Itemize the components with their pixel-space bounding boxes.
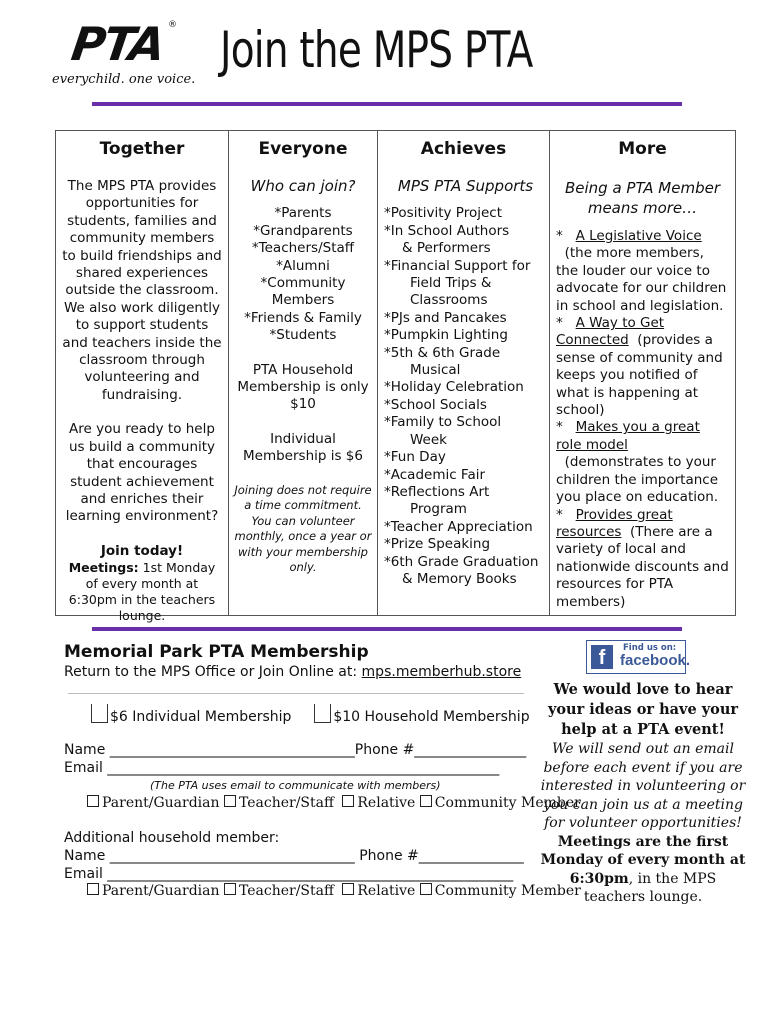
- facebook-icon: f: [591, 645, 613, 669]
- support-item: *School Socials: [384, 396, 487, 413]
- benefit-item: * A Way to Get Connected (provides a sense of community and keeps you notified of what is happening at school): [556, 315, 723, 419]
- member-item: *Grandparents: [253, 222, 353, 239]
- form-return-instructions: Return to the MPS Office or Join Online at: mps.memberhub.store: [64, 664, 522, 680]
- volunteer-sidebar: [540, 680, 746, 907]
- support-item: *Academic Fair: [384, 466, 486, 483]
- household-membership-label: $10 Household Membership: [333, 709, 530, 725]
- role-checkbox[interactable]: [87, 883, 99, 895]
- supports-heading: MPS PTA Supports: [397, 177, 534, 195]
- column-heading: Everyone: [258, 139, 348, 159]
- role-label: Community Member: [434, 883, 581, 899]
- role-label: Relative: [357, 883, 416, 899]
- role-options: [87, 795, 581, 811]
- supports-list: [384, 205, 547, 588]
- benefit-text: (demonstrates to your children the importance you place on education.: [556, 454, 719, 506]
- form-title: Memorial Park PTA Membership: [64, 642, 369, 662]
- registered-mark: ®: [168, 20, 177, 30]
- role-checkbox[interactable]: [224, 883, 236, 895]
- benefit-item: * Makes you a great role model (demonstrates to your children the importance you place on education.: [556, 419, 719, 506]
- benefit-title: A Legislative Voice: [575, 228, 702, 244]
- join-today-label: Join today!: [100, 542, 184, 559]
- page-title: Join the MPS PTA: [220, 21, 533, 79]
- support-item: *5th & 6th Grade: [384, 344, 501, 361]
- role-checkbox[interactable]: [420, 795, 432, 807]
- role-label: Teacher/Staff: [238, 883, 334, 899]
- column-achieves: [377, 131, 549, 615]
- additional-name-phone-field[interactable]: Name ___________________________________ Phone #_______________: [64, 848, 524, 864]
- member-item: *Alumni: [276, 257, 330, 274]
- name-phone-field[interactable]: Name ___________________________________Phone #________________: [64, 742, 527, 758]
- support-item: *Positivity Project: [384, 205, 502, 222]
- role-label: Parent/Guardian: [102, 883, 220, 899]
- role-checkbox[interactable]: [224, 795, 236, 807]
- member-item: *Friends & Family: [244, 309, 362, 326]
- role-checkbox[interactable]: [342, 883, 354, 895]
- member-item: *Students: [269, 327, 337, 344]
- support-item-continued: & Memory Books: [402, 570, 517, 587]
- sidebar-email-note: We will send out an email before each event if you are interested in volunteering or you can join us at a meeting for volunteer opportunities!: [540, 741, 746, 831]
- support-item: *Prize Speaking: [384, 536, 491, 553]
- support-item-continued: Musical: [410, 362, 461, 379]
- info-table: [55, 130, 736, 624]
- header-rule: [92, 102, 682, 106]
- who-can-join-heading: Who can join?: [250, 177, 356, 195]
- member-item: *Community Members: [260, 275, 346, 309]
- member-list: [233, 205, 373, 344]
- role-label: Community Member: [434, 795, 581, 811]
- additional-email-field[interactable]: Email __________________________________________________________: [64, 866, 514, 882]
- support-item-continued: & Performers: [402, 240, 491, 257]
- meetings-info: Meetings: 1st Monday of every month at 6:30pm in the teachers lounge.: [68, 560, 216, 624]
- role-checkbox[interactable]: [87, 795, 99, 807]
- form-divider: [68, 693, 524, 694]
- support-item: *6th Grade Graduation: [384, 553, 539, 570]
- pta-logo-tagline: everychild. one voice.: [52, 72, 196, 87]
- individual-membership-label: $6 Individual Membership: [110, 709, 292, 725]
- member-item: *Teachers/Staff: [251, 240, 355, 257]
- benefit-title: A Way to Get Connected: [556, 315, 665, 349]
- column-more: [549, 131, 735, 615]
- column-together: [56, 131, 228, 624]
- column-heading: Together: [99, 139, 185, 159]
- support-item: *Teacher Appreciation: [384, 518, 533, 535]
- memberhub-link[interactable]: mps.memberhub.store: [361, 664, 522, 680]
- benefit-text: (provides a sense of community and keeps you notified of what is happening at school): [556, 332, 723, 419]
- individual-price: Individual Membership is $6: [243, 430, 363, 465]
- together-question: Are you ready to help us build a community that encourages student achievement and enriches their learning environment?: [65, 421, 219, 525]
- column-heading: Achieves: [420, 139, 507, 159]
- role-label: Teacher/Staff: [238, 795, 334, 811]
- more-heading: Being a PTA Member means more…: [564, 179, 720, 217]
- additional-member-label: Additional household member:: [64, 830, 280, 846]
- sidebar-cta: We would love to hear your ideas or have your help at a PTA event!: [547, 681, 739, 738]
- commitment-note: Joining does not require a time commitment. You can volunteer monthly, once a year or with your membership only.: [234, 482, 372, 575]
- support-item: *PJs and Pancakes: [384, 309, 507, 326]
- pta-logo-mark: PTA: [68, 17, 167, 71]
- email-field[interactable]: Email ________________________________________________________: [64, 760, 500, 776]
- facebook-badge[interactable]: [586, 640, 691, 674]
- individual-membership-checkbox[interactable]: [91, 704, 108, 723]
- section-rule: [92, 627, 682, 631]
- benefit-item: * Provides great resources (There are a variety of local and nationwide discounts and resources for PTA members): [556, 506, 729, 610]
- sidebar-meetings: Meetings are the first Monday of every month at 6:30pm, in the MPS teachers lounge.: [540, 833, 746, 905]
- column-heading: More: [618, 139, 667, 159]
- support-item: *Holiday Celebration: [384, 379, 524, 396]
- role-checkbox[interactable]: [420, 883, 432, 895]
- facebook-wordmark: facebook.: [620, 652, 691, 669]
- column-everyone: [228, 131, 377, 615]
- support-item: *Fun Day: [384, 449, 446, 466]
- household-membership-checkbox[interactable]: [314, 704, 331, 723]
- benefit-title: Provides great resources: [556, 506, 673, 540]
- benefit-title: Makes you a great role model: [556, 419, 700, 453]
- pta-logo: [52, 18, 212, 94]
- email-note: (The PTA uses email to communicate with members): [150, 779, 441, 792]
- benefit-text: (the more members, the louder our voice to advocate for our children in school and legislation.: [556, 245, 727, 314]
- support-item: *Financial Support for: [384, 257, 531, 274]
- together-paragraph: The MPS PTA provides opportunities for students, families and community members to build friendships and shared experiences outside the classroom. We also work diligently to support students and teachers inside the classroom through volunteering and fundraising.: [62, 178, 222, 403]
- benefits-list: [556, 228, 729, 611]
- benefit-item: * A Legislative Voice (the more members, the louder our voice to advocate for our children in school and legislation.: [556, 228, 727, 314]
- benefit-text: (There are a variety of local and nationwide discounts and resources for PTA members): [556, 523, 729, 610]
- role-label: Parent/Guardian: [102, 795, 220, 811]
- member-item: *Parents: [274, 205, 332, 222]
- facebook-find-label: Find us on:: [623, 643, 677, 653]
- support-item: *In School Authors: [384, 222, 510, 239]
- support-item: *Pumpkin Lighting: [384, 327, 508, 344]
- role-label: Relative: [357, 795, 416, 811]
- additional-role-options: [87, 883, 581, 899]
- support-item-continued: Week: [410, 431, 447, 448]
- support-item-continued: Field Trips & Classrooms: [410, 275, 492, 309]
- membership-options: [91, 704, 530, 725]
- household-price: PTA Household Membership is only $10: [237, 361, 369, 413]
- support-item: *Family to School: [384, 414, 502, 431]
- support-item: *Reflections Art: [384, 483, 490, 500]
- support-item-continued: Program: [410, 501, 467, 518]
- role-checkbox[interactable]: [342, 795, 354, 807]
